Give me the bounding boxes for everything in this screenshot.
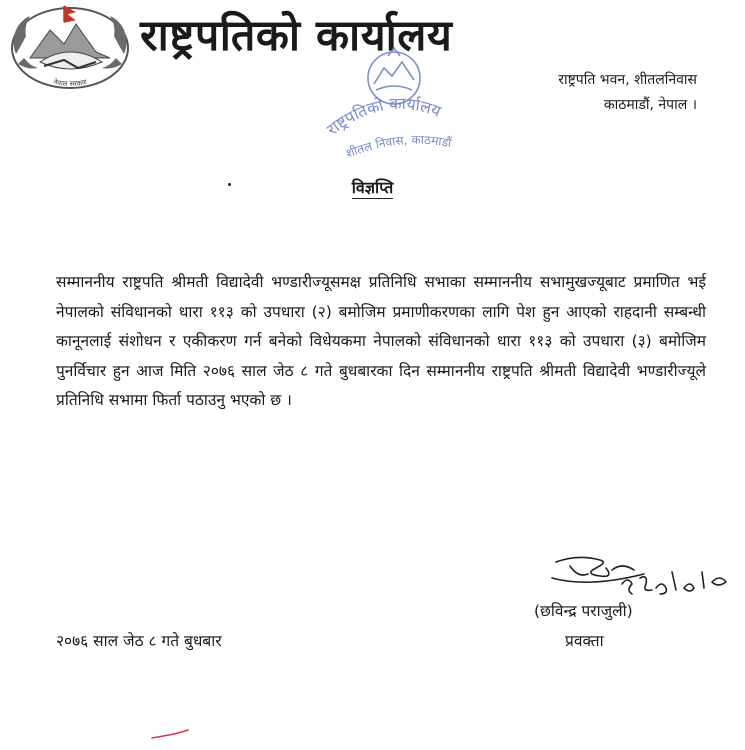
nepal-emblem-icon xyxy=(4,2,136,96)
issue-date: २०७६ साल जेठ ८ गते बुधबार xyxy=(56,632,222,650)
notice-body: सम्माननीय राष्ट्रपति श्रीमती विद्यादेवी भण्डारीज्यूसमक्ष प्रतिनिधि सभाका सम्माननीय सभामुखज्यूबाट प्रमाणित भई नेपालको संविधानको धारा ११३ को उपधारा (२) बमोजिम प्रमाणीकरणका लागि पेश हुन आएको राहदानी सम्बन्धी कानूनलाई संशोधन र एकीकरण गर्न बनेको विधेयकमा नेपालको संविधानको धारा ११३ को उपधारा (३) बमोजिम पुनर्विचार हुन आज मिति २०७६ साल जेठ ८ गते बुधबारका दिन सम्माननीय राष्ट्रपति श्रीमती विद्यादेवी भण्डारीज्यूले प्रतिनिधि सभामा फिर्ता पठाउनु भएको छ । xyxy=(56,273,706,409)
address-line-1: राष्ट्रपति भवन, शीतलनिवास xyxy=(558,72,697,88)
stamp-text-top: राष्ट्रपतिको कार्यालय xyxy=(323,93,444,140)
signer-title: प्रवक्ता xyxy=(565,632,604,650)
svg-text:शीतल निवास, काठमाडौं xyxy=(344,133,453,161)
office-title: राष्ट्रपतिको कार्यालय xyxy=(140,11,453,61)
svg-text:राष्ट्रपतिको कार्यालय xyxy=(323,94,444,139)
emblem-text: नेपाल सरकार xyxy=(52,78,88,89)
handwritten-signature xyxy=(548,548,738,600)
office-address xyxy=(558,68,697,118)
notice-heading-text: विज्ञप्ति xyxy=(351,178,394,197)
signature-date: २०७६।२।८ xyxy=(698,598,702,599)
stamp-text-bottom: शीतल निवास, काठमाडौं xyxy=(344,132,453,161)
red-pen-mark xyxy=(150,728,190,740)
svg-text:नेपाल सरकार xyxy=(53,77,88,88)
signer-name: (छविन्द्र पराजुली) xyxy=(534,602,633,620)
notice-heading xyxy=(0,176,745,198)
office-stamp-icon xyxy=(322,44,472,170)
address-line-2: काठमाडौं, नेपाल । xyxy=(603,97,697,113)
